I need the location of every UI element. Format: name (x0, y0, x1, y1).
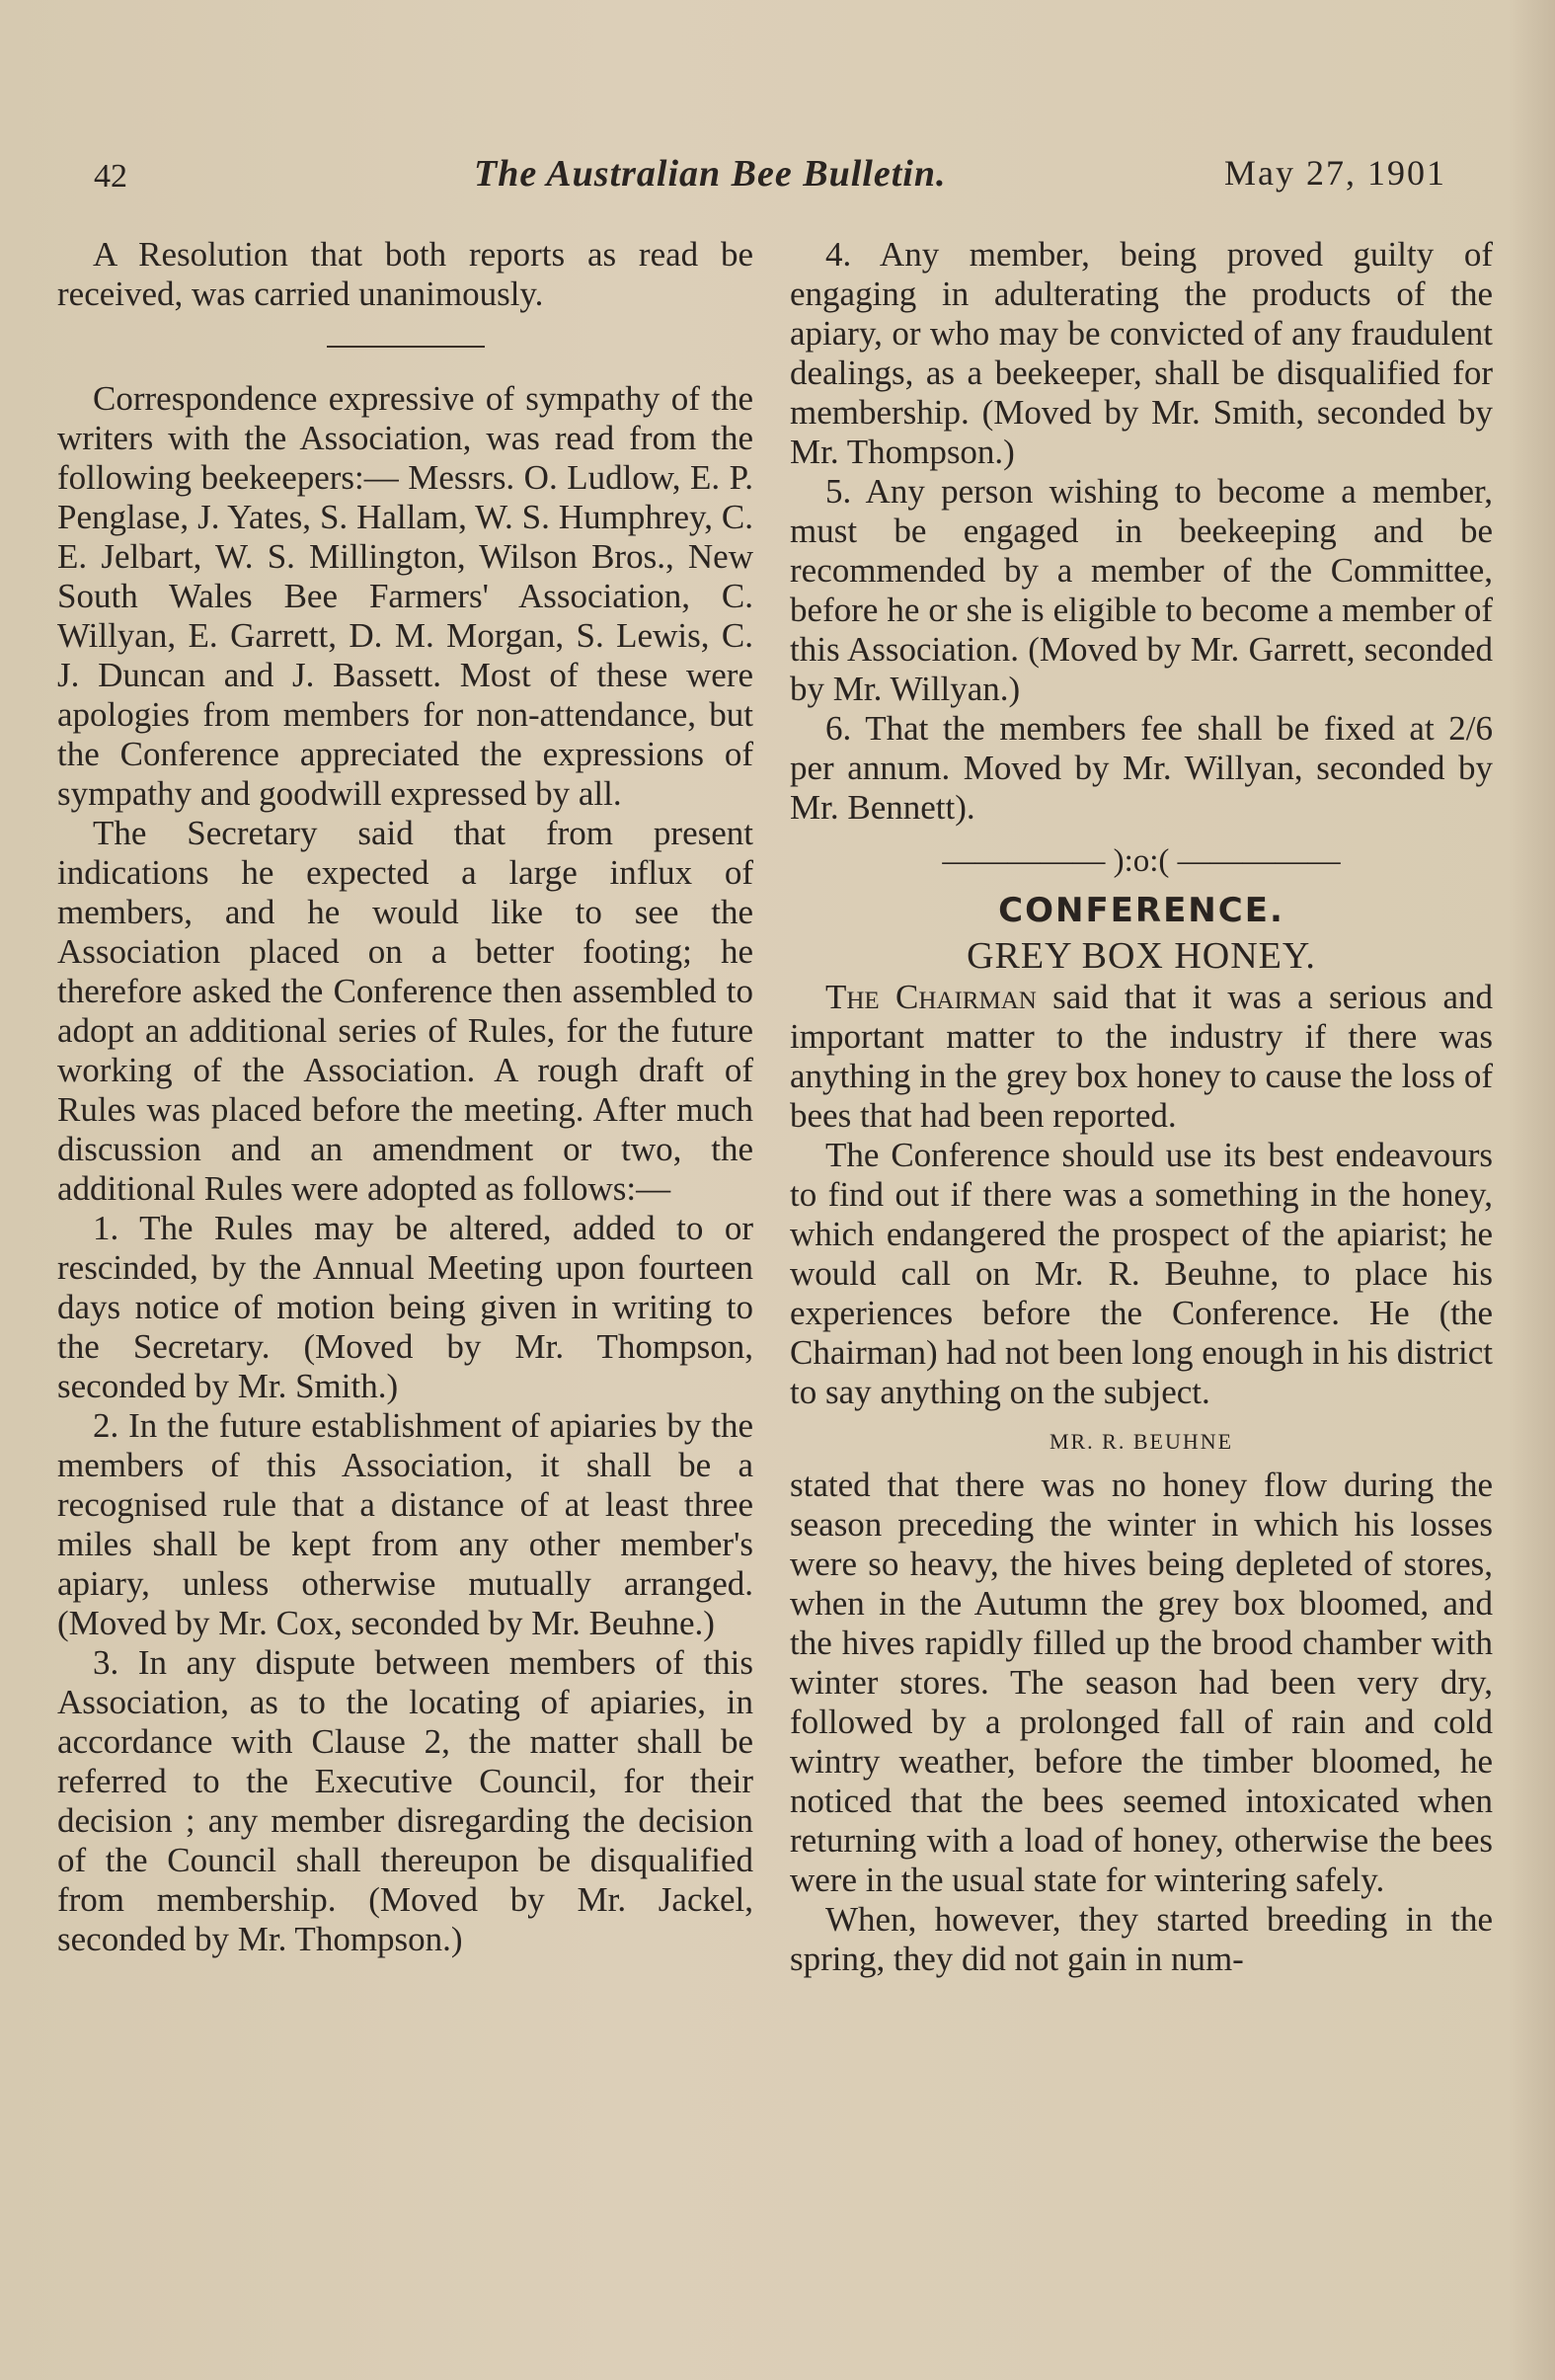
chairman-paragraph (790, 978, 1493, 1136)
chairman-lead: The Chairman (825, 978, 1037, 1016)
resolution-paragraph: A Resolution that both reports as read be received, was carried unanimously. (57, 235, 753, 313)
breeding-paragraph: When, however, they started breeding in the spring, they did not gain in num- (790, 1900, 1493, 1978)
page-edge-shadow (1508, 0, 1555, 2380)
right-column (790, 235, 1493, 1979)
rule-3: 3. In any dispute between members of this Association, as to the locating of apiaries, in accordance with Clause 2, the matter shall be referred to the Executive Council, for their decision ; any member disregarding the decision of the Council shall thereupon be disqualified from membership. (Moved by Mr. Jackel, seconded by Mr. Thompson.) (57, 1643, 753, 1958)
page-number: 42 (94, 158, 127, 195)
issue-date: May 27, 1901 (1224, 153, 1446, 193)
rule-5: 5. Any person wishing to become a member, must be engaged in beekeeping and be recommended by a member of the Committee, before he or she is eligible to become a member of this Association. (Moved by Mr. Garrett, seconded by Mr. Willyan.) (790, 472, 1493, 708)
page-header (94, 148, 1446, 207)
correspondence-paragraph: Correspondence expressive of sympathy of the writers with the Association, was read from the following beekeepers:— Messrs. O. Ludlow, E. P. Penglase, J. Yates, S. Hallam, W. S. Humphrey, C. E. Jelbart, W. S. Millington, Wilson Bros., New South Wales Bee Farmers' Association, C. Willyan, E. Garrett, D. M. Morgan, S. Lewis, C. J. Duncan and J. Bassett. Most of these were apologies from members for non-attendance, but the Conference appreciated the expressions of sympathy and goodwill expressed by all. (57, 379, 753, 813)
left-column (57, 235, 753, 1959)
ornament-divider: ————— ):o:( ————— (942, 843, 1341, 879)
short-rule-divider (327, 346, 485, 348)
speaker-heading: MR. R. BEUHNE (1049, 1429, 1234, 1454)
conference-paragraph: The Conference should use its best endeavours to find out if there was a something in the honey, which endangered the prospect of the apiarist; he would call on Mr. R. Beuhne, to place his experiences before the Conference. He (the Chairman) had not been long enough in his district to say anything on the subject. (790, 1136, 1493, 1411)
section-title: CONFERENCE. (998, 891, 1284, 930)
chairman-text: said that it was a serious and important matter to the industry if there was anything in the grey box honey to cause the loss of bees that had been reported. (790, 978, 1493, 1135)
section-subtitle: GREY BOX HONEY. (967, 935, 1316, 977)
rule-2: 2. In the future establishment of apiaries by the members of this Association, it shall be a recognised rule that a distance of at least three miles shall be kept from any other member's apiary, unless otherwise mutually arranged. (Moved by Mr. Cox, seconded by Mr. Beuhne.) (57, 1406, 753, 1642)
rule-1: 1. The Rules may be altered, added to or rescinded, by the Annual Meeting upon fourteen days notice of motion being given in writing to the Secretary. (Moved by Mr. Thompson, seconded by Mr. Smith.) (57, 1209, 753, 1405)
publication-title: The Australian Bee Bulletin. (474, 153, 947, 195)
rule-6: 6. That the members fee shall be fixed at 2/6 per annum. Moved by Mr. Willyan, seconded by Mr. Bennett). (790, 709, 1493, 827)
secretary-paragraph: The Secretary said that from present indications he expected a large influx of members, and he would like to see the Association placed on a better footing; he therefore asked the Conference then assembled to adopt an additional series of Rules, for the future working of the Association. A rough draft of Rules was placed before the meeting. After much discussion and an amendment or two, the additional Rules were adopted as follows:— (57, 814, 753, 1208)
beuhne-paragraph: stated that there was no honey flow during the season preceding the winter in which his losses were so heavy, the hives being depleted of stores, when in the Autumn the grey box bloomed, and the hives rapidly filled up the brood chamber with winter stores. The season had been very dry, followed by a prolonged fall of rain and cold wintry weather, before the timber bloomed, he noticed that the bees seemed intoxicated when returning with a load of honey, otherwise the bees were in the usual state for wintering safely. (790, 1466, 1493, 1899)
rule-4: 4. Any member, being proved guilty of engaging in adulterating the products of the apiary, or who may be convicted of any fraudulent dealings, as a beekeeper, shall be disqualified for membership. (Moved by Mr. Smith, seconded by Mr. Thompson.) (790, 235, 1493, 471)
